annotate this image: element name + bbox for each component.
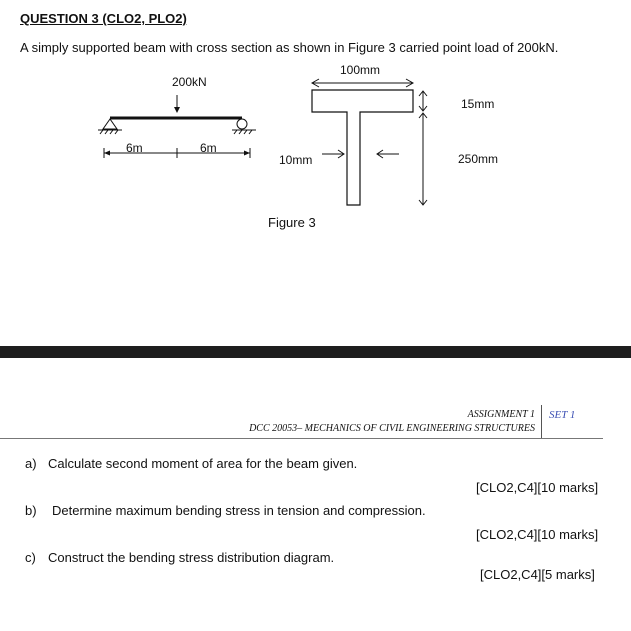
t-section-shape [312, 90, 413, 205]
load-arrow-icon [174, 95, 180, 113]
part-b-text: Determine maximum bending stress in tension and compression. [52, 503, 426, 518]
part-a-marks: [CLO2,C4][10 marks] [476, 480, 599, 495]
question-title: QUESTION 3 (CLO2, PLO2) [20, 11, 187, 26]
part-a-label: a) [25, 456, 37, 471]
span-left-label: 6m [126, 141, 143, 155]
flange-width-dimension [312, 79, 413, 87]
t-section-diagram [270, 60, 560, 210]
part-b-marks: [CLO2,C4][10 marks] [476, 527, 599, 542]
roller-support-icon [232, 119, 256, 134]
web-height-label: 250mm [458, 152, 499, 166]
part-c-label: c) [25, 550, 36, 565]
pin-support-icon [98, 119, 122, 134]
header-rule [0, 438, 603, 439]
part-a-text: Calculate second moment of area for the beam given. [48, 456, 358, 471]
beam-diagram [92, 70, 272, 170]
header-separator [541, 405, 542, 438]
span-right-label: 6m [200, 141, 217, 155]
page-divider [0, 346, 631, 358]
part-c-text: Construct the bending stress distribution diagram. [48, 550, 335, 565]
header-course: DCC 20053– MECHANICS OF CIVIL ENGINEERING STRUCTURES [249, 423, 535, 434]
load-label: 200kN [172, 75, 207, 89]
part-b-label: b) [25, 503, 37, 518]
web-height-dimension [419, 113, 427, 205]
part-c-marks: [CLO2,C4][5 marks] [480, 567, 595, 582]
flange-thickness-label: 15mm [461, 97, 495, 111]
flange-thickness-dimension [419, 91, 427, 111]
flange-width-label: 100mm [340, 63, 381, 77]
figure-caption: Figure 3 [268, 215, 316, 230]
header-set: SET 1 [549, 409, 576, 421]
question-statement: A simply supported beam with cross section as shown in Figure 3 carried point load of 200kN. [20, 40, 559, 55]
header-assignment: ASSIGNMENT 1 [467, 409, 535, 420]
web-thickness-label: 10mm [279, 153, 313, 167]
